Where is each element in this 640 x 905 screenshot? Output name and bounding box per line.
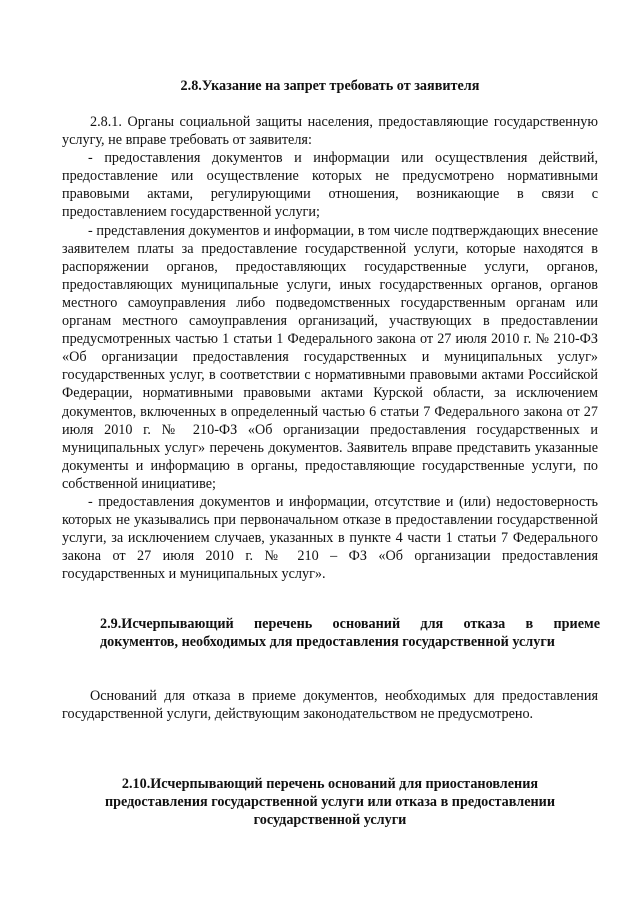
section-2-8-item-1: - предоставления документов и информации или осуществления действий, предоставление или осуществление которых не предусмотрено нормативными правовыми актами, регулирующими отношения, возникающие в связи с предоставлением государственной услуги; <box>62 150 598 221</box>
section-2-10-title <box>62 775 598 829</box>
section-2-8-intro: 2.8.1. Органы социальной защиты населения, предоставляющие государственную услугу, не вправе требовать от заявителя: <box>62 114 598 149</box>
section-2-10-title-line-1: 2.10.Исчерпывающий перечень оснований для приостановления <box>121 776 539 792</box>
section-2-8-body <box>62 113 598 583</box>
section-2-10-title-line-2: предоставления государственной услуги или отказа в предоставлении <box>104 794 556 810</box>
section-2-8-item-3: - предоставления документов и информации, отсутствие и (или) недостоверность которых не указывались при первоначальном отказе в предоставлении государственной услуги, за исключением случаев, указанных в пункте 4 части 1 статьи 7 Федерального закона от 27 июля 2010 г. № 210 – ФЗ «Об организации предоставления государственных и муниципальных услуг». <box>62 493 598 583</box>
section-2-8-title: 2.8.Указание на запрет требовать от заявителя <box>180 78 480 94</box>
section-2-10-title-line-3: государственной услуги <box>253 812 407 828</box>
section-2-9-text: Оснований для отказа в приеме документов, необходимых для предоставления государственной услуги, действующим законодательством не предусмотрено. <box>62 688 598 723</box>
section-2-9-title <box>100 615 600 651</box>
section-2-8-item-2: - представления документов и информации, в том числе подтверждающих внесение заявителем платы за предоставление государственной услуги, которые находятся в распоряжении органов, предоставляющих государственные услуги, органов, предоставляющих муниципальные услуги, иных государственных органов, органов местного самоуправления либо подведомственных государственным органам или органам местного самоуправления организаций, участвующих в предоставлении предусмотренных частью 1 статьи 1 Федерального закона от 27 июля 2010 г. № 210-ФЗ «Об организации предоставления государственных и муниципальных услуг» государственных услуг, в соответствии с нормативными правовыми актами Российской Федерации, нормативными правовыми актами Курской области, за исключением документов, включенных в определенный частью 6 статьи 7 Федерального закона от 27 июля 2010 г. № 210-ФЗ «Об организации предоставления государственных и муниципальных услуг» перечень документов. Заявитель вправе представить указанные документы и информацию в органы, предоставляющие государственные услуги, по собственной инициативе; <box>62 222 598 492</box>
section-2-9-body <box>62 687 598 723</box>
section-2-9-title-line-2: документов, необходимых для предоставления государственной услуги <box>100 634 555 650</box>
section-2-9-title-line-1: 2.9.Исчерпывающий перечень оснований для отказа в приеме <box>100 616 600 632</box>
